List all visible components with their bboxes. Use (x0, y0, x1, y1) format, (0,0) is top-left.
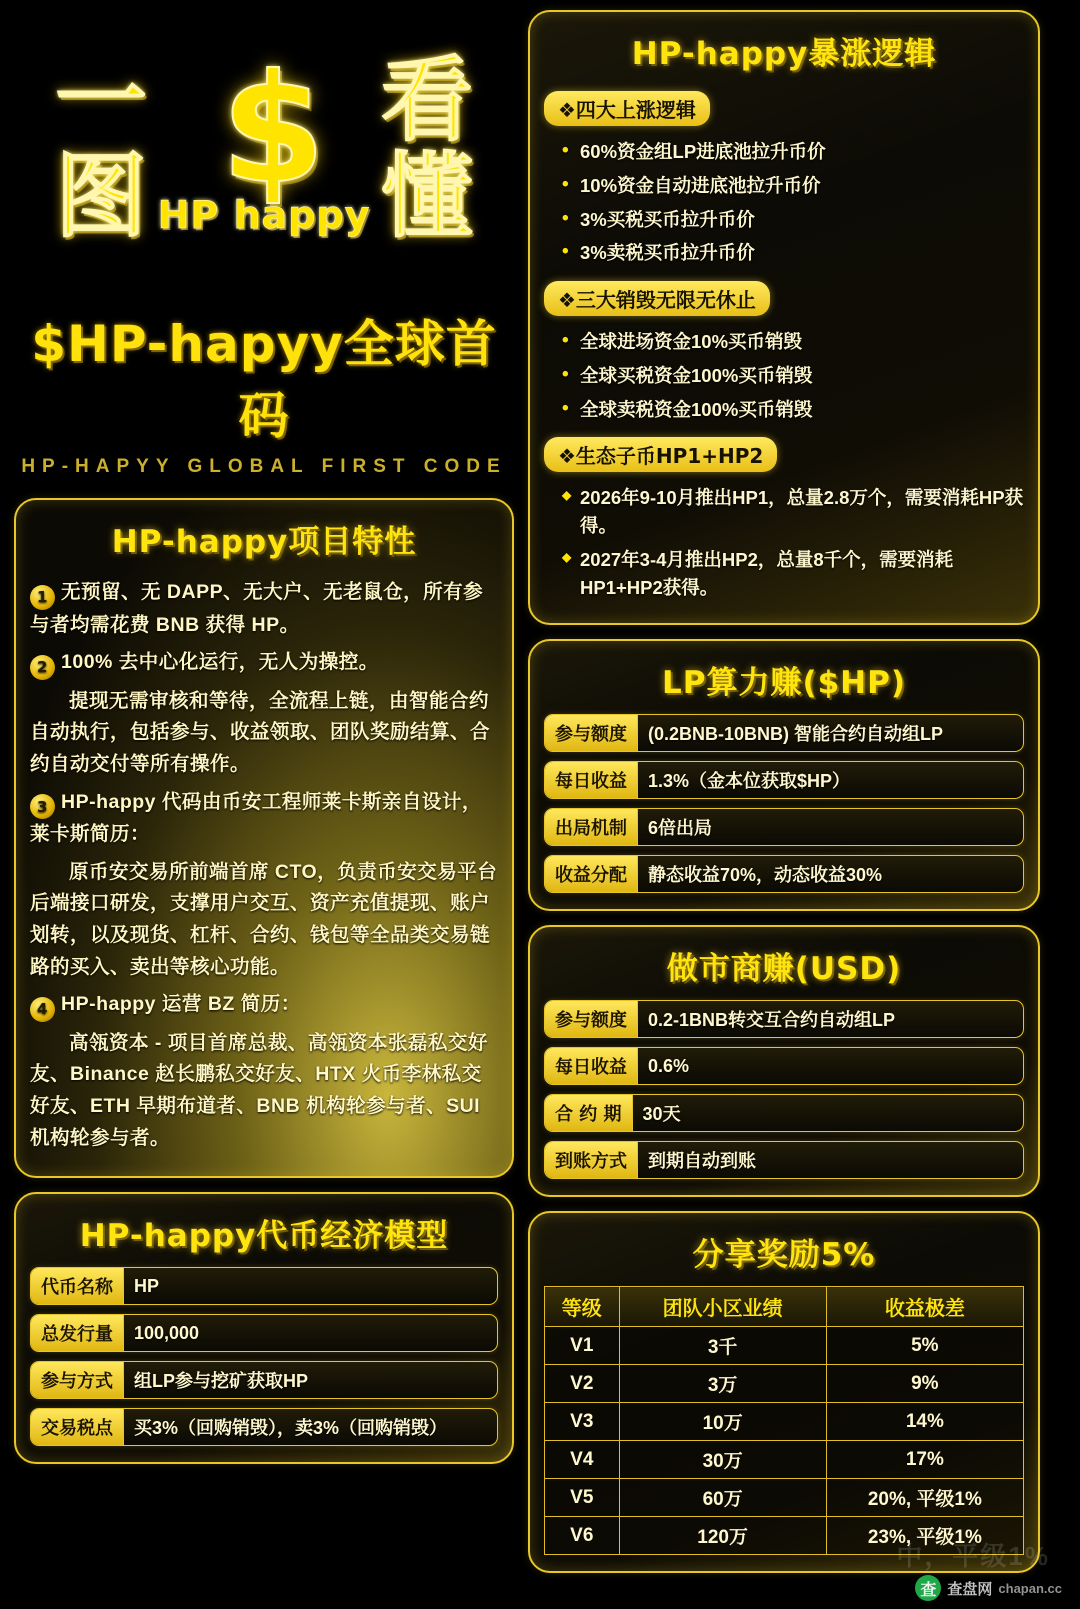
list-item: • 全球进场资金10%买币销毁 (562, 328, 1024, 356)
surge-logic-panel (528, 10, 1040, 625)
feature-number-icon: 2 (30, 655, 55, 680)
surge-group-chip: ❖四大上涨逻辑 (544, 91, 710, 126)
lp-mining-title: LP算力赚($HP) (661, 665, 907, 702)
dollar-sign-icon: $ (220, 43, 308, 217)
cell-diff: 14% (826, 1403, 1023, 1441)
spec-key: 参与方式 (31, 1362, 124, 1398)
spec-row (544, 714, 1024, 752)
spec-row (544, 855, 1024, 893)
spec-value: 0.6% (648, 1055, 690, 1076)
cell-level: V4 (545, 1441, 620, 1479)
features-body (30, 577, 498, 1154)
list-item: • 3%卖税买币拉升币价 (562, 239, 1024, 267)
spec-key: 交易税点 (31, 1409, 124, 1445)
levels-table (544, 1286, 1024, 1555)
cell-level: V1 (545, 1327, 620, 1365)
project-features-panel (14, 498, 514, 1178)
cell-performance: 30万 (619, 1441, 826, 1479)
features-title: HP-happy项目特性 (111, 524, 417, 560)
feature-text: 高瓴资本 - 项目首席总裁、高瓴资本张磊私交好友、Binance 赵长鹏私交好友、HTX 火币李林私交好友、ETH 早期布道者、BNB 机构轮参与者、SUI 机构轮参与者。 (30, 1031, 488, 1149)
spec-row (30, 1361, 498, 1399)
hero-left-characters (54, 47, 147, 250)
token-model-panel (14, 1192, 514, 1464)
watermark (915, 1575, 1062, 1601)
hero-right-characters (381, 47, 474, 250)
cell-performance: 120万 (619, 1517, 826, 1555)
hero-char-kan: 看 (381, 47, 474, 155)
spec-key: 总发行量 (31, 1315, 124, 1351)
feature-item (30, 647, 498, 680)
right-column (528, 10, 1040, 1599)
cell-diff: 23%, 平级1% (826, 1517, 1023, 1555)
list-item: • 3%买税买币拉升币价 (562, 206, 1024, 234)
spec-row (30, 1267, 498, 1305)
surge-logic-title: HP-happy暴涨逻辑 (631, 36, 937, 72)
watermark-site: chapan.cc (998, 1580, 1062, 1596)
spec-value: 1.3%（金本位获取$HP） (648, 771, 851, 792)
column-header: 收益极差 (826, 1287, 1023, 1327)
feature-item (30, 787, 498, 851)
share-reward-title: 分享奖励5% (692, 1237, 876, 1274)
feature-text: 原币安交易所前端首席 CTO，负责币安交易平台后端接口研发，支撑用户交互、资产充值提现、账户划转，以及现货、杠杆、合约、钱包等全品类交易链路的买入、卖出等核心功能。 (30, 860, 498, 978)
feature-text: HP-happy 代码由币安工程师莱卡斯亲自设计，莱卡斯简历： (30, 790, 482, 846)
title-block (14, 302, 514, 484)
brand-wordmark: HP happy (157, 193, 371, 237)
list-item: • 10%资金自动进底池拉升币价 (562, 172, 1024, 200)
table-row (545, 1327, 1024, 1365)
cell-performance: 3万 (619, 1365, 826, 1403)
spec-row (30, 1408, 498, 1446)
table-row (545, 1403, 1024, 1441)
cell-level: V5 (545, 1479, 620, 1517)
market-maker-panel (528, 925, 1040, 1197)
hero-char-dong: 懂 (381, 143, 474, 250)
spec-key: 每日收益 (545, 1048, 638, 1084)
cell-level: V3 (545, 1403, 620, 1441)
list-item: ◆ 2027年3-4月推出HP2，总量8千个，需要消耗HP1+HP2获得。 (562, 546, 1024, 602)
spec-value: HP (134, 1275, 160, 1296)
table-row (545, 1365, 1024, 1403)
ghost-overlay-text: 中，平级1% (896, 1541, 1050, 1571)
surge-group-chip: ❖生态子币HP1+HP2 (544, 437, 777, 472)
table-row (545, 1441, 1024, 1479)
hero-char-yi: 一 (54, 47, 147, 155)
list-item: • 全球卖税资金100%买币销毁 (562, 396, 1024, 424)
cell-diff: 20%, 平级1% (826, 1479, 1023, 1517)
feature-number-icon: 4 (30, 997, 55, 1022)
spec-value: 6倍出局 (648, 818, 713, 839)
spec-value: 100,000 (134, 1322, 200, 1343)
spec-key: 参与额度 (545, 1001, 638, 1037)
two-column-layout (14, 10, 1066, 1599)
spec-row (544, 1000, 1024, 1038)
spec-key: 合 约 期 (545, 1095, 633, 1131)
spec-key: 参与额度 (545, 715, 638, 751)
surge-group-list (554, 484, 1024, 601)
spec-key: 收益分配 (545, 856, 638, 892)
cell-level: V2 (545, 1365, 620, 1403)
feature-text: 100% 去中心化运行，无人为操控。 (61, 651, 379, 674)
spec-value: 静态收益70%，动态收益30% (648, 865, 883, 886)
token-model-title: HP-happy代币经济模型 (79, 1218, 449, 1255)
surge-group-list (554, 328, 1024, 423)
spec-value: (0.2BNB-10BNB) 智能合约自动组LP (648, 724, 944, 745)
surge-group-chip: ❖三大销毁无限无休止 (544, 281, 770, 316)
list-item: • 全球买税资金100%买币销毁 (562, 362, 1024, 390)
cell-diff: 9% (826, 1365, 1023, 1403)
market-maker-title: 做市商赚(USD) (666, 951, 902, 988)
watermark-name: 查盘网 (947, 1580, 993, 1598)
cell-diff: 17% (826, 1441, 1023, 1479)
feature-text: HP-happy 运营 BZ 简历： (61, 993, 301, 1016)
table-row (545, 1479, 1024, 1517)
spec-row (544, 1047, 1024, 1085)
spec-value: 组LP参与挖矿获取HP (134, 1371, 309, 1392)
feature-number-icon: 3 (30, 794, 55, 819)
surge-group-list (554, 138, 1024, 267)
cell-diff: 5% (826, 1327, 1023, 1365)
spec-key: 出局机制 (545, 809, 638, 845)
brand-logo (151, 43, 377, 237)
column-header: 等级 (545, 1287, 620, 1327)
spec-key: 每日收益 (545, 762, 638, 798)
lp-mining-rows (544, 714, 1024, 893)
feature-text: 提现无需审核和等待，全流程上链，由智能合约自动执行，包括参与、收益领取、团队奖励结算、合约自动交付等所有操作。 (30, 689, 491, 776)
token-model-rows (30, 1267, 498, 1446)
page-subtitle: HP-HAPYY GLOBAL FIRST CODE (21, 456, 507, 477)
table-header-row (545, 1287, 1024, 1327)
feature-text: 无预留、无 DAPP、无大户、无老鼠仓，所有参与者均需花费 BNB 获得 HP。 (30, 581, 484, 636)
cell-performance: 60万 (619, 1479, 826, 1517)
market-maker-rows (544, 1000, 1024, 1179)
hero-banner (14, 10, 514, 288)
cell-performance: 10万 (619, 1403, 826, 1441)
spec-value: 到期自动到账 (648, 1151, 756, 1172)
spec-row (544, 1094, 1024, 1132)
spec-row (544, 1141, 1024, 1179)
feature-number-icon: 1 (30, 585, 55, 610)
share-reward-panel (528, 1211, 1040, 1573)
spec-value: 30天 (642, 1104, 681, 1125)
spec-value: 买3%（回购销毁），卖3%（回购销毁） (134, 1418, 448, 1439)
list-item: • 60%资金组LP进底池拉升币价 (562, 138, 1024, 166)
spec-value: 0.2-1BNB转交互合约自动组LP (648, 1010, 896, 1031)
list-item: ◆ 2026年9-10月推出HP1，总量2.8万个，需要消耗HP获得。 (562, 484, 1024, 540)
hero-char-tu: 图 (54, 143, 147, 250)
page-title: $HP-hapyy全球首码 (31, 315, 497, 445)
spec-row (30, 1314, 498, 1352)
feature-item (30, 989, 498, 1022)
lp-mining-panel (528, 639, 1040, 911)
cell-level: V6 (545, 1517, 620, 1555)
spec-row (544, 808, 1024, 846)
spec-row (544, 761, 1024, 799)
left-column (14, 10, 514, 1599)
spec-key: 到账方式 (545, 1142, 638, 1178)
column-header: 团队小区业绩 (619, 1287, 826, 1327)
watermark-badge-icon: 查 (915, 1575, 941, 1601)
spec-key: 代币名称 (31, 1268, 124, 1304)
cell-performance: 3千 (619, 1327, 826, 1365)
feature-item (30, 577, 498, 641)
